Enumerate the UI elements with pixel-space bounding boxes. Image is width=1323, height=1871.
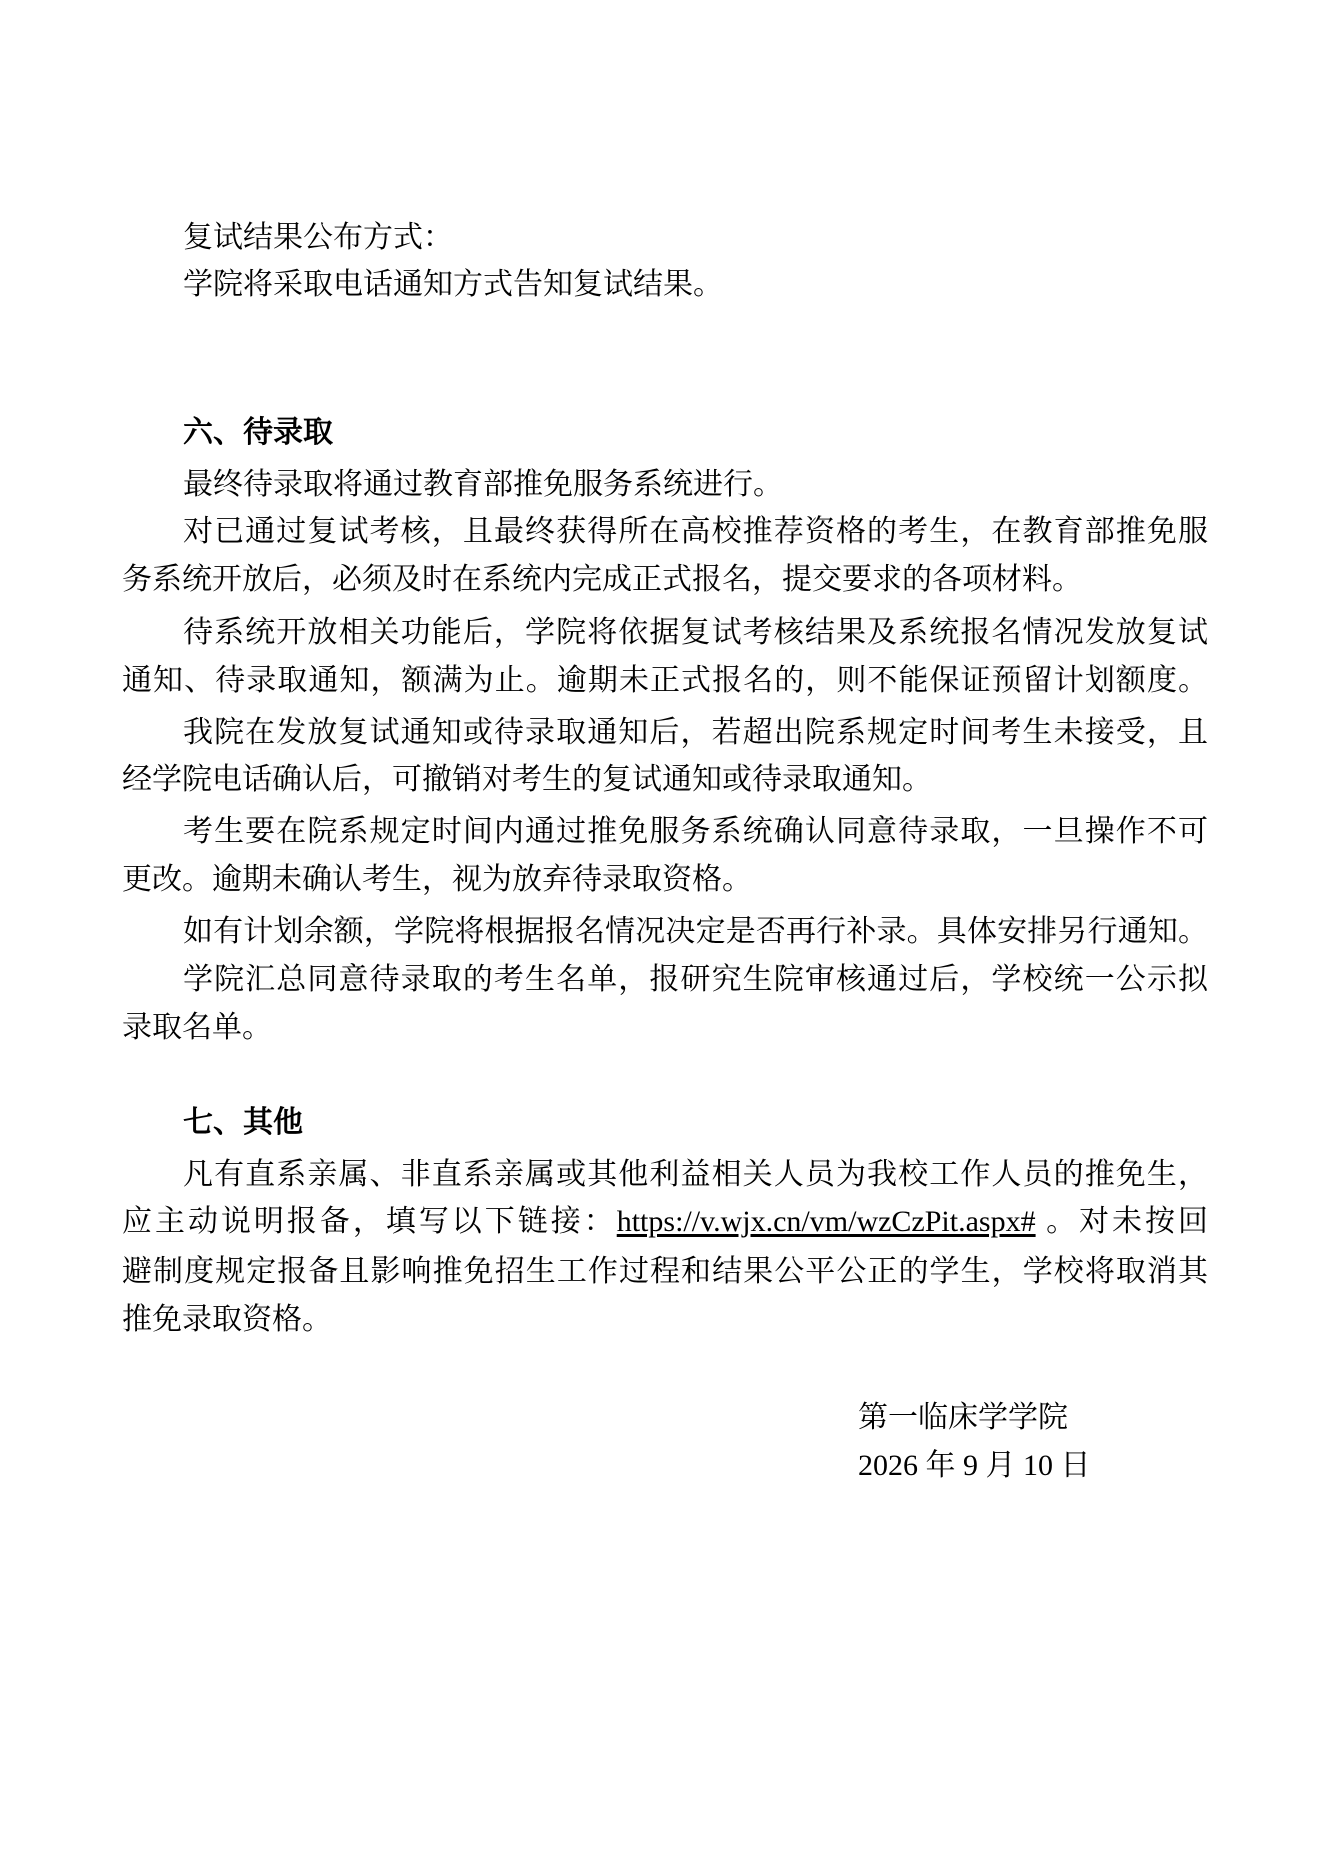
paragraph-line: 通知、待录取通知，额满为止。逾期未正式报名的，则不能保证预留计划额度。 [122,664,1208,697]
section-heading-other: 七、其他 [183,1106,303,1139]
signature-date: 2026 年 9 月 10 日 [858,1449,1091,1482]
paragraph-line: 录取名单。 [122,1011,272,1044]
result-announcement-text: 学院将采取电话通知方式告知复试结果。 [183,268,723,301]
signature-organization: 第一临床学学院 [858,1401,1068,1434]
paragraph-line: 经学院电话确认后，可撤销对考生的复试通知或待录取通知。 [122,763,932,796]
link-intro-text: 应主动说明报备，填写以下链接： [122,1205,617,1238]
report-form-link[interactable]: https://v.wjx.cn/vm/wzCzPit.aspx# [616,1205,1036,1238]
paragraph-line: 学院汇总同意待录取的考生名单，报研究生院审核通过后，学校统一公示拟 [183,963,1208,996]
paragraph-line: 我院在发放复试通知或待录取通知后，若超出院系规定时间考生未接受，且 [183,716,1208,749]
paragraph-line: 避制度规定报备且影响推免招生工作过程和结果公平公正的学生，学校将取消其 [122,1255,1208,1288]
paragraph-line: 凡有直系亲属、非直系亲属或其他利益相关人员为我校工作人员的推免生， [183,1158,1208,1191]
result-announcement-label: 复试结果公布方式： [183,221,453,254]
paragraph-line: 对已通过复试考核，且最终获得所在高校推荐资格的考生，在教育部推免服 [183,515,1208,548]
link-trailing-text: 。对未按回 [1035,1205,1208,1238]
paragraph-line: 务系统开放后，必须及时在系统内完成正式报名，提交要求的各项材料。 [122,563,1082,596]
paragraph-line: 如有计划余额，学院将根据报名情况决定是否再行补录。具体安排另行通知。 [183,915,1208,948]
paragraph-line: 推免录取资格。 [122,1303,332,1336]
paragraph-line: 最终待录取将通过教育部推免服务系统进行。 [183,468,783,501]
paragraph-line: 考生要在院系规定时间内通过推免服务系统确认同意待录取，一旦操作不可 [183,815,1208,848]
section-heading-pending-admission: 六、待录取 [183,416,333,449]
paragraph-line: 更改。逾期未确认考生，视为放弃待录取资格。 [122,863,752,896]
paragraph-line: 待系统开放相关功能后，学院将依据复试考核结果及系统报名情况发放复试 [183,616,1208,649]
paragraph-line-with-link [122,1198,1208,1246]
